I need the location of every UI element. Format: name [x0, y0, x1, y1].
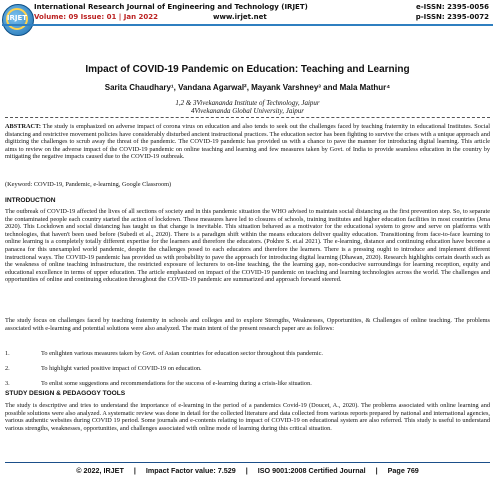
journal-name: International Research Journal of Engineering and Technology (IRJET) — [34, 3, 308, 11]
paper-title: Impact of COVID-19 Pandemic on Education: Teaching and Learning — [85, 64, 410, 75]
abstract-label: ABSTRACT: — [5, 123, 41, 130]
p-issn: p-ISSN: 2395-0072 — [415, 13, 489, 21]
footer-separator: | — [375, 466, 378, 475]
introduction-heading: INTRODUCTION — [5, 197, 56, 204]
footer-page-number: Page 769 — [387, 466, 419, 475]
keywords: (Keyword: COVID-19, Pandemic, e-learning, Google Classroom) — [5, 181, 172, 188]
page-footer — [0, 466, 495, 475]
footer-separator: | — [245, 466, 248, 475]
footer-separator: | — [133, 466, 136, 475]
list-item: 2. To highlight varied positive impact of COVID-19 on education. — [5, 365, 202, 372]
list-item: 1. To enlighten various measures taken by Govt. of Asian countries for education sector throughout this pandemic. — [5, 350, 323, 357]
study-design-heading: STUDY DESIGN & PEDAGOGY TOOLS — [5, 390, 126, 397]
abstract — [5, 123, 490, 161]
footer-divider — [5, 462, 490, 463]
introduction-paragraph-1: The outbreak of COVID-19 affected the lives of all sections of society and in this pandemic situation the WHO advised to maintain social distancing as the first prevention step. So, to separate the contaminated people each country started the action of lockdown. These measures have led to closures of schools, training institutes and higher education facilities in most countries (Jena 2020). This Lockdown and social distancing has taught us that change is inevitable. This situation behaved as a motivator for the educational system to grow and serve on platforms with technologies, that haven't been used before (Subedi et al., 2020). There is a paradigm shift within the means educators deliver quality education. Transitioning from face-to-face learning to online learning is a completely totally different expertise for the learners and therefore the educators. (Pokhre S. et.al 2021). The e-learning, distance and continuing education have become a panacea for this unexampled world pandemic, despite the challenges posed to each educators and therefore the learners. There is a pressing ought to introduce and implement different instructional ways. The COVID-19 pandemic has provided us with probability to pave the approach for introducing digital learning (Dhawan, 2020). Research highlights certain dearth such as the weakness of online teaching infrastructure, the restricted exposure of lecturers to on-line teaching, the the learning gap, non-conducive surroundings for learning reception, equity and educational excellence in terms of upper education. The article emphasized on impact of the COVID-19 pandemic on teaching and learning technologies across the world. The challenges and opportunities of online and continuing education throughout the COVID-19 pandemic are summarized and approach forward steered. — [5, 208, 490, 284]
header-divider — [2, 24, 493, 26]
affiliation-1: 1,2 & 3Vivekananda Institute of Technology, Jaipur — [175, 99, 320, 107]
affiliation-2: 4Vivekananda Global University, Jaipur — [190, 107, 304, 115]
paper-authors: Sarita Chaudhary¹, Vandana Agarwal², Mayank Varshney³ and Mala Mathur⁴ — [104, 83, 391, 92]
logo-text: IRJET — [6, 14, 28, 22]
journal-header — [0, 0, 495, 43]
footer-iso: ISO 9001:2008 Certified Journal — [257, 466, 366, 475]
footer-copyright: © 2022, IRJET — [76, 466, 124, 475]
abstract-text: The study is emphasized on adverse impact of corona virus on education and also tends to seek out the challenges faced by teaching fraternity in educational Institutes. Social distancing and restrictive movement policies have considerably disturbed ancient instructional practices. The education sector has been fighting to survive the crises with a unique approach and digitizing the challenges to scrub away the threat of the pandemic. The COVID-19 pandemic has provided us with a chance to pave the manner for introducing digital learning. This article aims to review on the adverse impact of the COVID-19 pandemic on online teaching and learning and few measures taken by Govt. of India to provide seamless education in the country by mitigating the negative impacts caused due to the COVID-19 outbreak. — [5, 123, 490, 161]
study-design-paragraph: The study is descriptive and tries to understand the importance of e-learning in the period of a pandemics Covid-19 (Doucet, A., 2020). The problems associated with online learning and possible solutions were also analyzed. A systematic review was done in detail for the collected literature and data collected from various reports prepared by national and international agencies, various authentic websites during COVID 19 period. Some journals and e-contents relating to impact of COVID-19 on educational system are also referred. This study is useful to understand various strengths, weaknesses, opportunities, and challenges associated with online mode of learning during this critical situation. — [5, 402, 490, 432]
list-item: 3. To enlist some suggestions and recommendations for the success of e-learning during a crisis-like situation. — [5, 380, 312, 387]
journal-website[interactable]: www.irjet.net — [213, 13, 267, 21]
volume-issue: Volume: 09 Issue: 01 | Jan 2022 — [34, 13, 158, 21]
introduction-paragraph-2: The study focus on challenges faced by teaching fraternity in schools and colleges and to explore Strengths, Weaknesses, Opportunities, & Challenges of online teaching. The problems associated with e-learning and potential solutions were also analyzed. The main intent of the present research paper are as follows: — [5, 317, 490, 332]
section-divider — [5, 117, 490, 118]
footer-impact-factor: Impact Factor value: 7.529 — [145, 466, 236, 475]
e-issn: e-ISSN: 2395-0056 — [416, 3, 489, 11]
